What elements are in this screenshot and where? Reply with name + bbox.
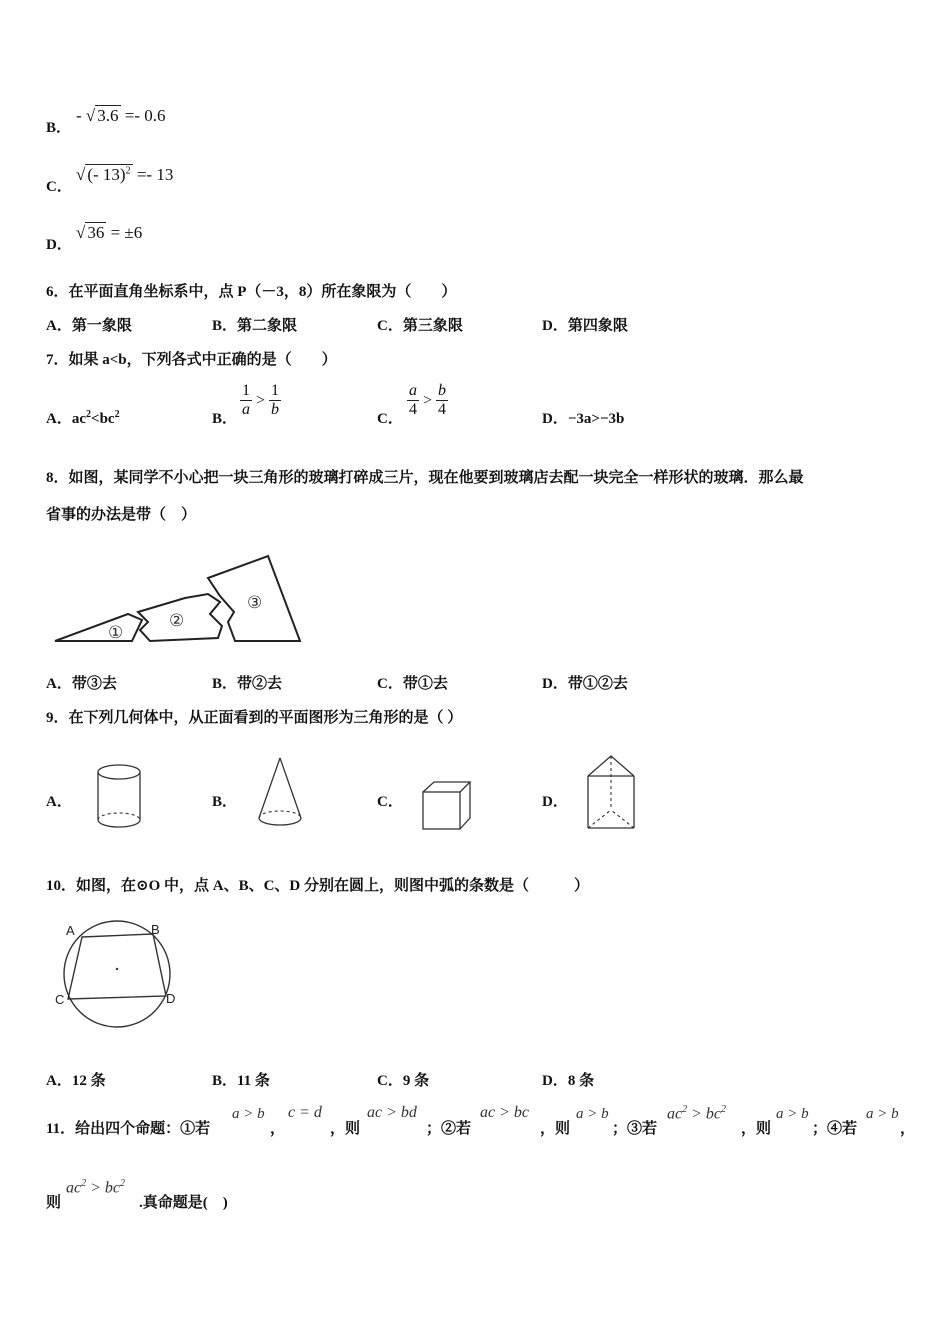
q7-option-a-sup1: 2 <box>86 409 92 420</box>
q10-point-c: C <box>55 992 65 1007</box>
q11-comma1: ， <box>270 1121 286 1137</box>
q11-expr6-b: 2 <box>682 1104 688 1115</box>
q5-option-c-exponent: 2 <box>125 165 131 177</box>
q11-conj1: ，则 <box>330 1121 361 1137</box>
q7-option-c-n1: a <box>409 382 417 399</box>
q7-option-c-frac2 <box>436 382 448 419</box>
q7-option-b-expression <box>240 382 281 419</box>
q7-option-d <box>542 407 624 428</box>
q8-stem-line2: 省事的办法是带（ ） <box>46 507 197 523</box>
q9-cube-figure <box>420 780 472 832</box>
q7-option-b-label: B． <box>212 411 238 427</box>
q8-option-b: B．带②去 <box>212 676 283 692</box>
q7-option-c-gt: > <box>423 391 433 409</box>
q5-option-c-label: C． <box>46 179 72 195</box>
q6-option-c: C．第三象限 <box>377 318 463 334</box>
q10-option-c: C．9 条 <box>377 1073 430 1089</box>
q11-expr5: a > b <box>576 1106 609 1122</box>
q10-option-d: D．8 条 <box>542 1073 595 1089</box>
q7-option-a-sup2: 2 <box>114 409 120 420</box>
q11-part1: 11．给出四个命题：①若 <box>46 1121 211 1137</box>
q11-expr9 <box>66 1178 125 1197</box>
q11-expr4: ac > bc <box>480 1104 529 1121</box>
q7-option-a <box>46 407 120 428</box>
q11-expr9-b: 2 <box>81 1178 87 1189</box>
q8-piece-1-label: ① <box>108 623 124 643</box>
q6-option-d: D．第四象限 <box>542 318 628 334</box>
q10-option-a: A．12 条 <box>46 1073 106 1089</box>
q9-option-b-label: B． <box>212 794 238 810</box>
q7-option-b-n2: 1 <box>271 382 280 399</box>
q11-expr2: c = d <box>288 1104 322 1121</box>
q11-tail: .真命题是( ) <box>139 1195 228 1211</box>
q7-option-c-d2: 4 <box>438 401 447 418</box>
q7-option-c-frac1 <box>407 382 419 419</box>
q7-option-b-frac1 <box>240 382 252 419</box>
q11-conj5: ，则 <box>741 1121 772 1137</box>
q7-option-b-d1: a <box>242 401 250 418</box>
q11-expr6-c: > bc <box>687 1105 722 1123</box>
q10-point-a: A <box>66 923 75 938</box>
q11-expr6 <box>667 1104 726 1123</box>
q10-point-d: D <box>166 991 176 1006</box>
q11-expr8: a > b <box>866 1106 899 1122</box>
q9-prism-figure <box>586 754 638 832</box>
q5-option-d-label: D． <box>46 237 72 253</box>
q8-option-d: D．带①②去 <box>542 676 628 692</box>
q9-option-c-label: C． <box>377 794 403 810</box>
q5-option-b-sqrt: √ 3.6 <box>85 106 119 125</box>
q5-option-b-expression <box>76 105 166 126</box>
q8-broken-glass-figure <box>50 552 306 646</box>
q6-option-a: A．第一象限 <box>46 318 132 334</box>
q11-expr9-d: 2 <box>120 1178 126 1189</box>
q8-piece-2-label: ② <box>169 611 185 631</box>
q8-piece-1 <box>55 614 142 641</box>
q5-option-d-sqrt: √ 36 <box>76 223 105 242</box>
q11-expr6-a: ac <box>667 1105 683 1123</box>
q7-option-a-text: ac <box>71 411 87 427</box>
q10-circle-figure <box>50 920 184 1032</box>
q9-option-a-label: A． <box>46 794 72 810</box>
q7-stem: 7．如果 a<b，下列各式中正确的是（ ） <box>46 352 337 368</box>
q7-option-b-frac2 <box>269 382 281 419</box>
q7-option-d-label: D． <box>542 411 568 427</box>
q6-stem: 6．在平面直角坐标系中，点 P（－3，8）所在象限为（ ） <box>46 284 457 300</box>
q11-expr1: a > b <box>232 1106 265 1122</box>
q7-option-a-label: A． <box>46 411 72 427</box>
q11-expr9-a: ac <box>66 1179 82 1197</box>
q7-option-c-n2: b <box>438 382 447 399</box>
q5-option-d-rhs: = ±6 <box>110 223 143 242</box>
q8-option-c: C．带①去 <box>377 676 448 692</box>
q8-piece-3-label: ③ <box>247 593 263 613</box>
q9-stem: 9．在下列几何体中，从正面看到的平面图形为三角形的是（ ） <box>46 710 463 726</box>
q11-conj6: ；④若 <box>812 1121 858 1137</box>
q11-part2: 则 <box>46 1195 62 1211</box>
q10-stem: 10．如图，在⊙O 中，点 A、B、C、D 分别在圆上，则图中弧的条数是（ ） <box>46 878 589 894</box>
q7-option-b-gt: > <box>256 391 266 409</box>
q5-option-b-radicand: 3.6 <box>97 106 119 125</box>
q5-option-d-radicand: 36 <box>87 223 105 242</box>
q9-cone-figure <box>256 756 304 832</box>
q11-comma2: ， <box>900 1121 916 1137</box>
q11-conj4: ；③若 <box>612 1121 658 1137</box>
q5-option-c-sqrt: √ (- 13)$^2$ <box>76 165 131 184</box>
q11-expr3: ac > bd <box>367 1104 417 1121</box>
q5-option-b-minus: - <box>76 106 82 125</box>
q7-option-c-label: C． <box>377 411 403 427</box>
q11-conj2: ；②若 <box>426 1121 472 1137</box>
q5-option-c-radicand: (- 13) <box>87 165 126 184</box>
q7-option-c-expression <box>407 382 448 419</box>
q11-conj3: ，则 <box>540 1121 571 1137</box>
q9-cylinder-figure <box>96 762 144 832</box>
q11-expr6-d: 2 <box>721 1104 727 1115</box>
q7-option-c-d1: 4 <box>409 401 417 418</box>
q7-option-a-mid: <bc <box>91 411 115 427</box>
q8-option-a: A．带③去 <box>46 676 117 692</box>
q11-expr7: a > b <box>776 1106 809 1122</box>
q10-point-b: B <box>151 922 160 937</box>
q5-option-b-label: B． <box>46 120 72 136</box>
q7-option-b-d2: b <box>271 401 280 418</box>
q5-option-c-rhs: =- 13 <box>136 165 174 184</box>
q10-option-b: B．11 条 <box>212 1073 270 1089</box>
q6-option-b: B．第二象限 <box>212 318 298 334</box>
q8-stem-line1: 8．如图，某同学不小心把一块三角形的玻璃打碎成三片，现在他要到玻璃店去配一块完全一样形状的玻璃．那么最 <box>46 470 804 486</box>
q11-expr9-c: > bc <box>86 1179 121 1197</box>
q5-option-c-expression <box>76 164 173 185</box>
q9-option-d-label: D． <box>542 794 568 810</box>
q7-option-b-n1: 1 <box>242 382 250 399</box>
q7-option-d-text: −3a>−3b <box>567 411 625 427</box>
q5-option-d-expression <box>76 222 142 243</box>
q5-option-b-rhs: =- 0.6 <box>124 106 166 125</box>
